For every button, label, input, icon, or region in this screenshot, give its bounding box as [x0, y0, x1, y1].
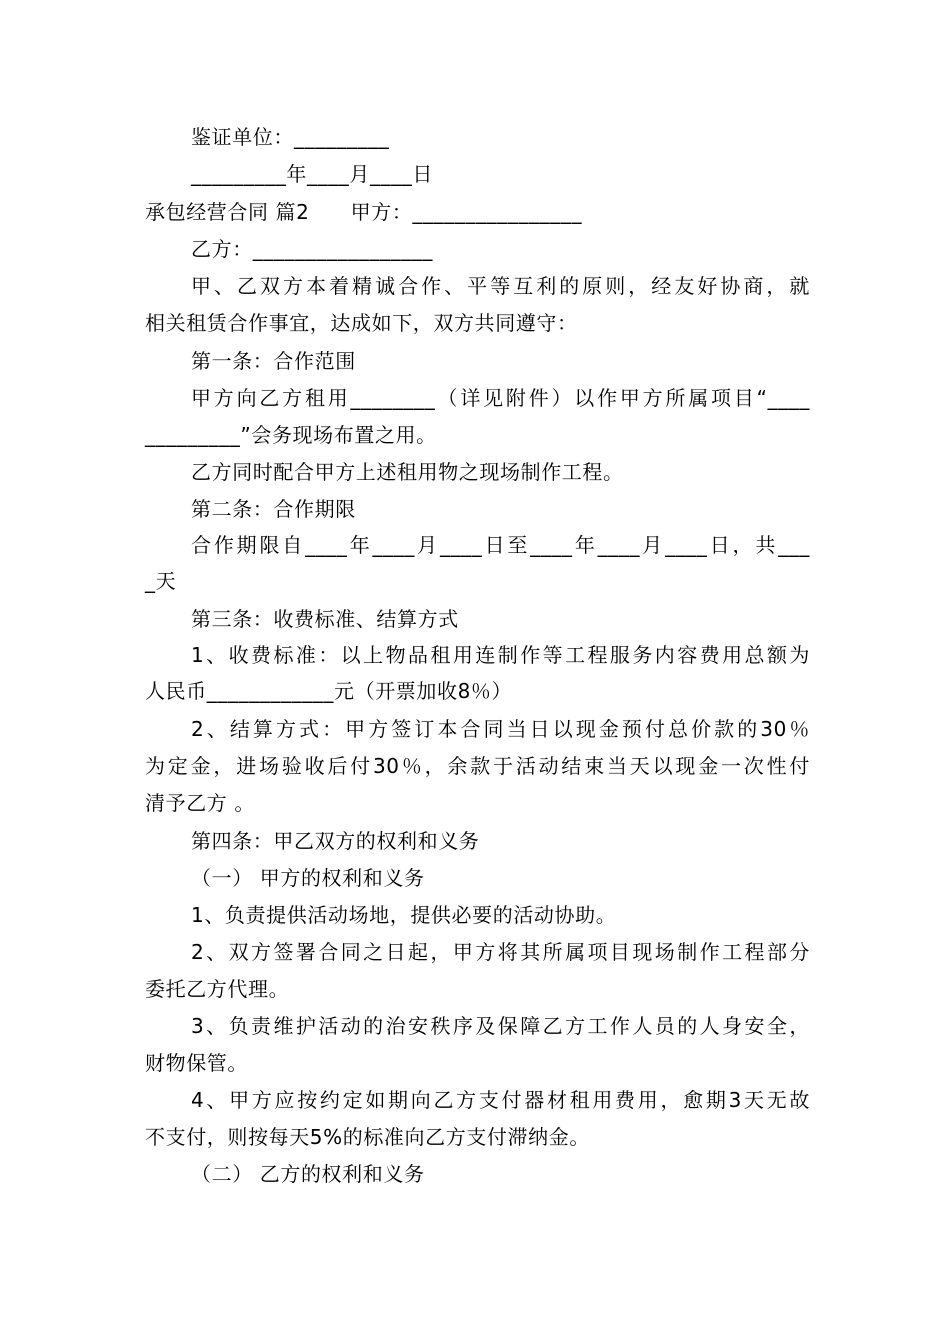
settlement-line-1: 2、结算方式：甲方签订本合同当日以现金预付总价款的30％ [191, 717, 810, 741]
party-b-rights-heading: （二） 乙方的权利和义务 [191, 1162, 425, 1186]
party-a-rights-heading: （一） 甲方的权利和义务 [191, 866, 425, 890]
article-4-heading: 第四条：甲乙双方的权利和义务 [191, 829, 480, 853]
verification-unit-line: 鉴证单位：_________ [191, 125, 390, 149]
article-1-heading: 第一条：合作范围 [191, 349, 356, 373]
article-2-text-line-2: _天 [145, 569, 177, 593]
party-a-item-2-line-1: 2、双方签署合同之日起，甲方将其所属项目现场制作工程部分 [191, 940, 810, 964]
party-a-item-3-line-1: 3、负责维护活动的治安秩序及保障乙方工作人员的人身安全， [191, 1014, 810, 1038]
article-1-text-line-2: _________”会务现场布置之用。 [145, 423, 437, 447]
contract-title-party-a-line: 承包经营合同 篇2 甲方：________________ [145, 200, 583, 224]
fee-standard-line-1: 1、收费标准：以上物品租用连制作等工程服务内容费用总额为 [191, 643, 810, 667]
party-a-item-4-line-2: 不支付，则按每天5%的标准向乙方支付滞纳金。 [145, 1125, 590, 1149]
article-1-text-line-1: 甲方向乙方租用________（详见附件）以作甲方所属项目“____ [191, 386, 810, 410]
article-1-text-line-3: 乙方同时配合甲方上述租用物之现场制作工程。 [191, 460, 624, 484]
party-a-item-3-line-2: 财物保管。 [145, 1051, 248, 1075]
party-a-item-4-line-1: 4、甲方应按约定如期向乙方支付器材租用费用，愈期3天无故 [191, 1088, 810, 1112]
settlement-line-3: 清予乙方 。 [145, 791, 255, 815]
preamble-line-1: 甲、乙双方本着精诚合作、平等互利的原则，经友好协商，就 [191, 274, 810, 298]
party-a-item-2-line-2: 委托乙方代理。 [145, 977, 290, 1001]
fee-standard-line-2: 人民币____________元（开票加收8％） [145, 679, 513, 703]
article-2-text-line-1: 合作期限自____年____月____日至____年____月____日，共___ [191, 533, 810, 557]
article-2-heading: 第二条：合作期限 [191, 497, 356, 521]
date-line: _________年____月____日 [191, 162, 433, 186]
party-a-item-1: 1、负责提供活动场地，提供必要的活动协助。 [191, 903, 617, 927]
article-3-heading: 第三条：收费标准、结算方式 [191, 607, 459, 631]
settlement-line-2: 为定金，进场验收后付30％，余款于活动结束当天以现金一次性付 [145, 754, 810, 778]
party-b-line: 乙方：_________________ [191, 237, 433, 261]
preamble-line-2: 相关租赁合作事宜，达成如下，双方共同遵守： [145, 311, 578, 335]
